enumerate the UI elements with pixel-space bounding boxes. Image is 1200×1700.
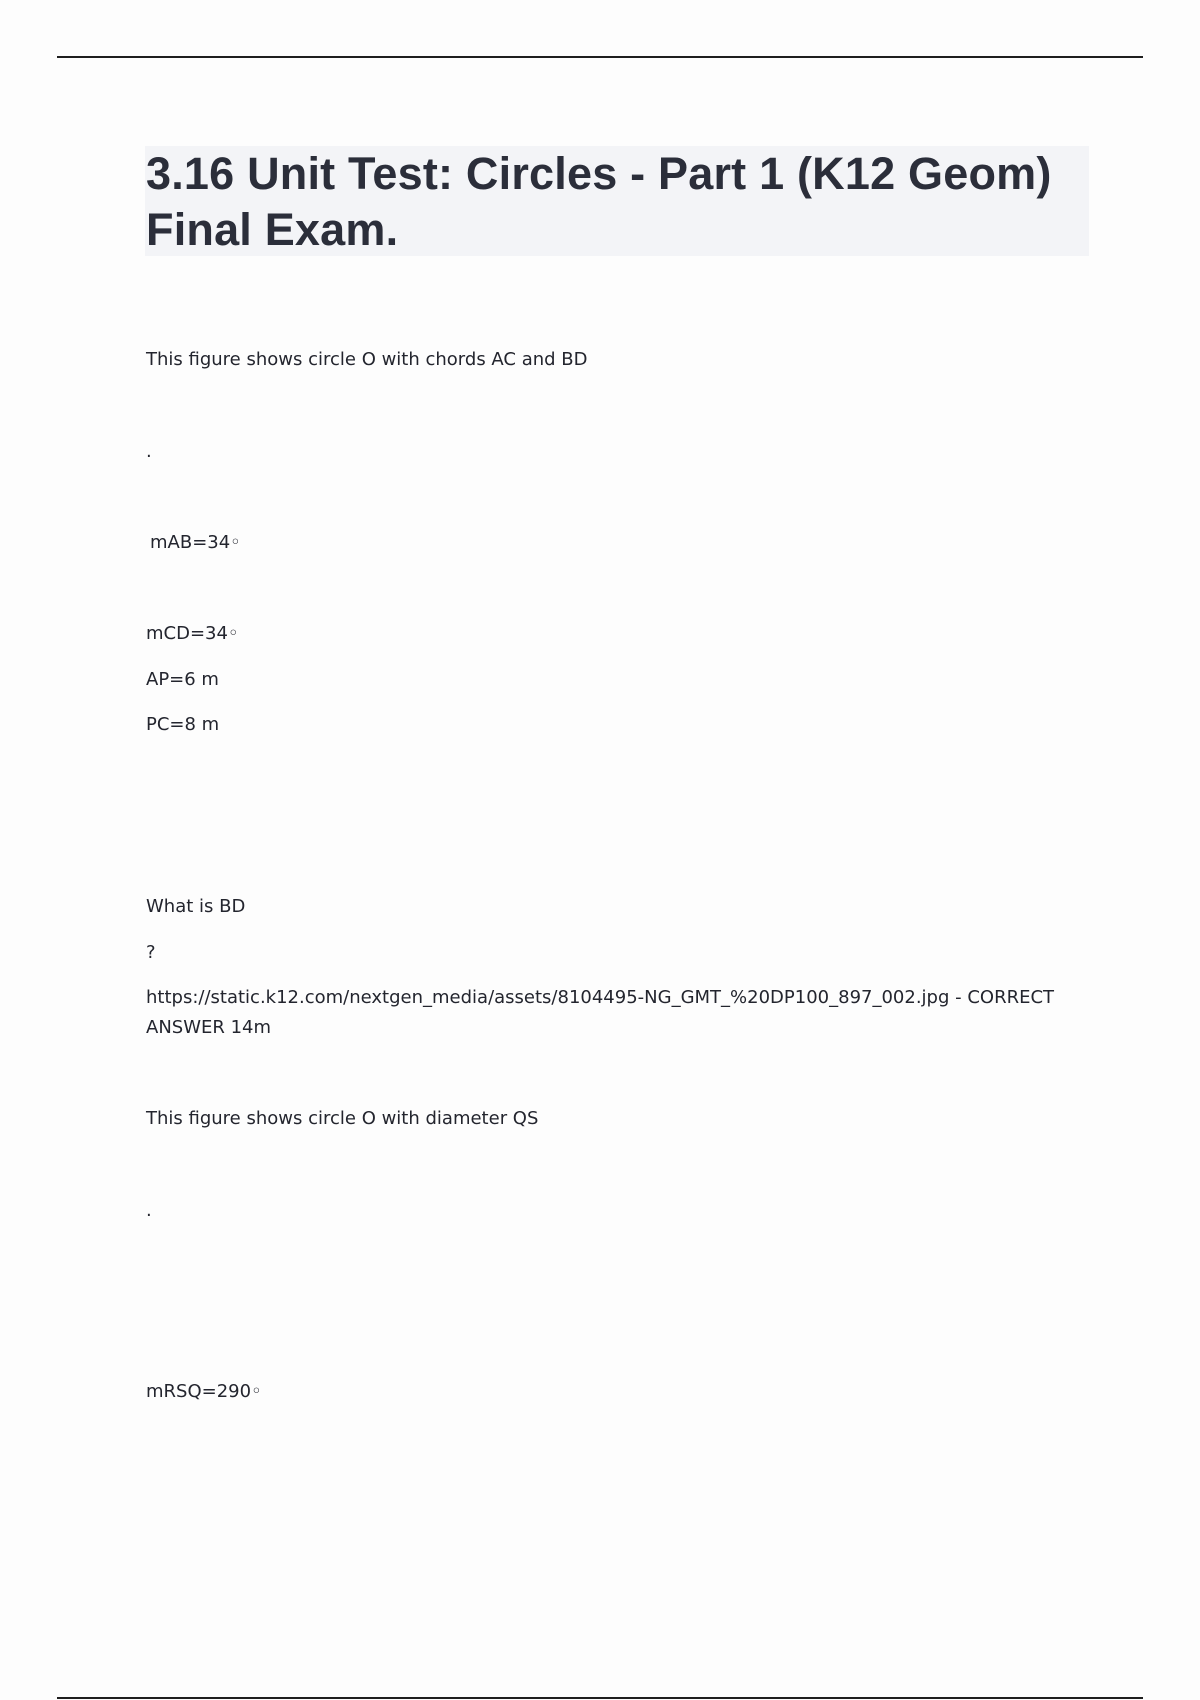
bottom-divider xyxy=(57,1697,1143,1699)
arc-ab-measure: mAB=34◦ xyxy=(150,532,241,553)
document-title: 3.16 Unit Test: Circles - Part 1 (K12 Geom) Final Exam. xyxy=(146,148,1052,255)
question-1-dot: . xyxy=(146,441,152,462)
arc-cd-measure: mCD=34◦ xyxy=(146,623,239,644)
question-1-intro: This figure shows circle O with chords AC and BD xyxy=(146,349,588,370)
segment-ap-length: AP=6 m xyxy=(146,669,219,690)
segment-pc-length: PC=8 m xyxy=(146,714,220,735)
top-divider xyxy=(57,56,1143,58)
question-1-answer: https://static.k12.com/nextgen_media/assets/8104495-NG_GMT_%20DP100_897_002.jpg - CORRECT ANSWER 14m xyxy=(146,987,1055,1038)
question-2-dot: . xyxy=(146,1200,152,1221)
question-2-intro: This figure shows circle O with diameter QS xyxy=(146,1108,539,1129)
question-1-prompt: What is BD xyxy=(146,896,246,917)
arc-rsq-measure: mRSQ=290◦ xyxy=(146,1381,262,1402)
question-1-mark: ? xyxy=(146,942,156,963)
